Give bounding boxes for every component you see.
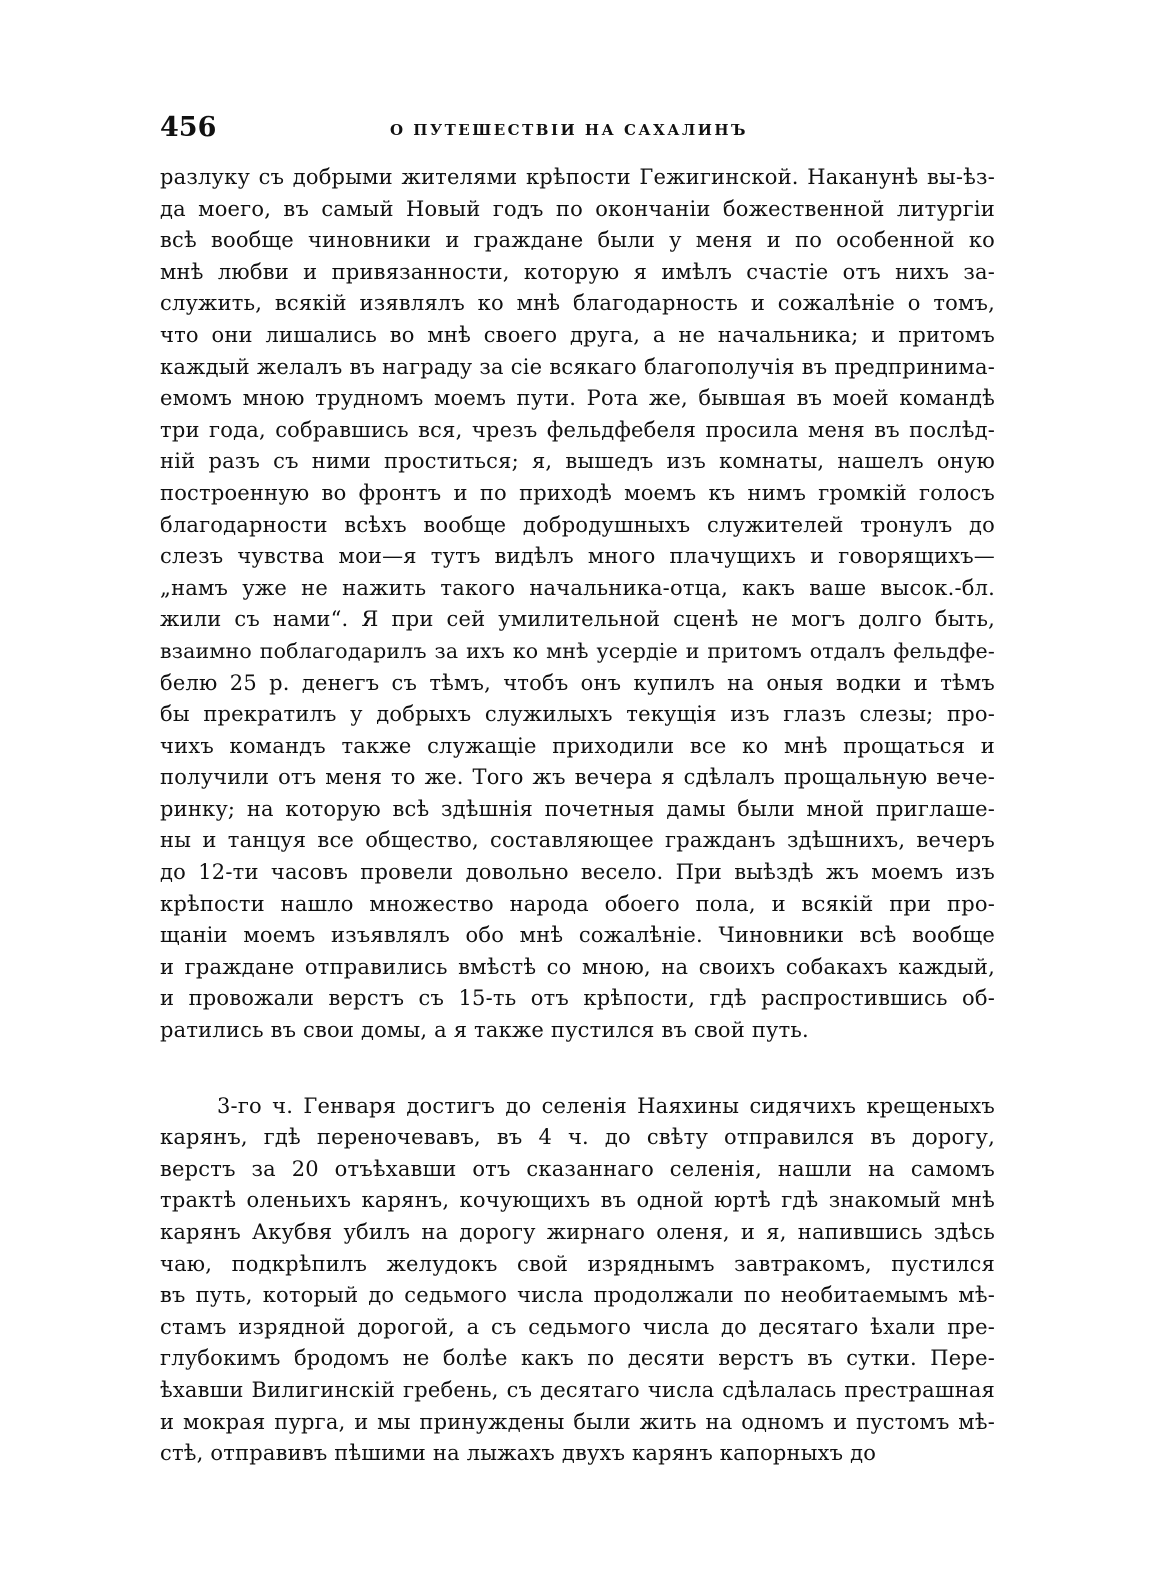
text-line: „намъ уже не нажить такого начальника-отца, какъ ваше высок.-бл. (160, 575, 995, 600)
text-line: всѣ вообще чиновники и граждане были у меня и по особенной ко (160, 228, 995, 253)
text-line: въ путь, который до седьмого числа продолжали по необитаемымъ мѣ- (160, 1283, 995, 1308)
text-line: емомъ мною трудномъ моемъ пути. Рота же, бывшая въ моей командѣ (160, 386, 995, 411)
paragraph-2 (160, 1091, 995, 1470)
text-line: каждый желалъ въ награду за сіе всякаго благополучія въ предпринима- (160, 354, 995, 379)
paragraph-gap (160, 1047, 995, 1091)
text-line: благодарности всѣхъ вообще добродушныхъ служителей тронулъ до (160, 512, 995, 537)
text-line: бы прекратилъ у добрыхъ служилыхъ текущія изъ глазъ слезы; про- (160, 702, 995, 727)
running-title: О ПУТЕШЕСТВІИ НА САХАЛИНЪ (390, 121, 748, 139)
text-line: взаимно поблагодарилъ за ихъ ко мнѣ усердіе и притомъ отдалъ фельдфе- (160, 638, 995, 663)
text-line: служить, всякій изявлялъ ко мнѣ благодарность и сожалѣніе о томъ, (160, 291, 995, 316)
text-line: ѣхавши Вилигинскій гребень, съ десятаго числа сдѣлалась престрашная (160, 1377, 995, 1402)
text-line: и провожали верстъ съ 15-ть отъ крѣпости, гдѣ распростившись об- (160, 986, 995, 1011)
text-line: стамъ изрядной дорогой, а съ седьмого числа до десятаго ѣхали пре- (160, 1314, 995, 1339)
text-line: три года, собравшись вся, чрезъ фельдфебеля просила меня въ послѣд- (160, 417, 995, 442)
text-line: 3-го ч. Генваря достигъ до селенія Наяхины сидячихъ крещеныхъ (217, 1093, 995, 1118)
text-line: щаніи моемъ изъявлялъ обо мнѣ сожалѣніе. Чиновники всѣ вообще (160, 923, 995, 948)
body-text (160, 162, 995, 1470)
text-line: крѣпости нашло множество народа обоего пола, и всякій при про- (160, 891, 995, 916)
text-line: чаю, подкрѣпилъ желудокъ свой изряднымъ завтракомъ, пустился (160, 1251, 995, 1276)
text-line: верстъ за 20 отъѣхавши отъ сказаннаго селенія, нашли на самомъ (160, 1156, 995, 1181)
text-line: разлуку съ добрыми жителями крѣпости Гежигинской. Наканунѣ вы-ѣз- (160, 165, 995, 189)
text-line: построенную во фронтъ и по приходѣ моемъ къ нимъ громкій голосъ (160, 480, 995, 505)
text-line: и граждане отправились вмѣстѣ со мною, на своихъ собакахъ каждый, (160, 954, 995, 979)
text-line: да моего, въ самый Новый годъ по окончаніи божественной литургіи (160, 196, 995, 221)
text-line: ринку; на которую всѣ здѣшнія почетныя дамы были мной приглаше- (160, 796, 995, 821)
text-line: жили съ нами“. Я при сей умилительной сценѣ не могъ долго быть, (160, 607, 995, 632)
paragraph-1 (160, 162, 995, 1047)
text-line: карянъ Акубвя убилъ на дорогу жирнаго оленя, и я, напившись здѣсь (160, 1220, 995, 1244)
text-line: что они лишались во мнѣ своего друга, а не начальника; и притомъ (160, 322, 995, 347)
text-line: до 12-ти часовъ провели довольно весело. При выѣздѣ жъ моемъ изъ (160, 860, 995, 885)
page-header (160, 112, 995, 152)
text-line: трактѣ оленьихъ карянъ, кочующихъ въ одной юртѣ гдѣ знакомый мнѣ (160, 1188, 995, 1213)
page-number: 456 (160, 112, 217, 143)
text-line: белю 25 р. денегъ съ тѣмъ, чтобъ онъ купилъ на оныя водки и тѣмъ (160, 670, 995, 695)
text-line: карянъ, гдѣ переночевавъ, въ 4 ч. до свѣту отправился въ дорогу, (160, 1125, 995, 1150)
text-line: получили отъ меня то же. Того жъ вечера я сдѣлалъ прощальную вече- (160, 765, 995, 790)
text-line: чихъ командъ также служащіе приходили все ко мнѣ прощаться и (160, 733, 995, 758)
text-line: и мокрая пурга, и мы принуждены были жить на одномъ и пустомъ мѣ- (160, 1409, 995, 1434)
text-line: стѣ, отправивъ пѣшими на лыжахъ двухъ карянъ капорныхъ до (160, 1441, 877, 1466)
text-line: глубокимъ бродомъ не болѣе какъ по десяти верстъ въ сутки. Пере- (160, 1346, 995, 1371)
text-line: ратились въ свои домы, а я также пустился въ свой путь. (160, 1018, 809, 1043)
text-line: мнѣ любви и привязанности, которую я имѣлъ счастіе отъ нихъ за- (160, 259, 995, 284)
text-line: слезъ чувства мои—я тутъ видѣлъ много плачущихъ и говорящихъ— (160, 544, 995, 569)
text-line: ній разъ съ ними проститься; я, вышедъ изъ комнаты, нашелъ оную (160, 449, 995, 474)
text-line: ны и танцуя все общество, составляющее гражданъ здѣшнихъ, вечеръ (160, 828, 995, 853)
